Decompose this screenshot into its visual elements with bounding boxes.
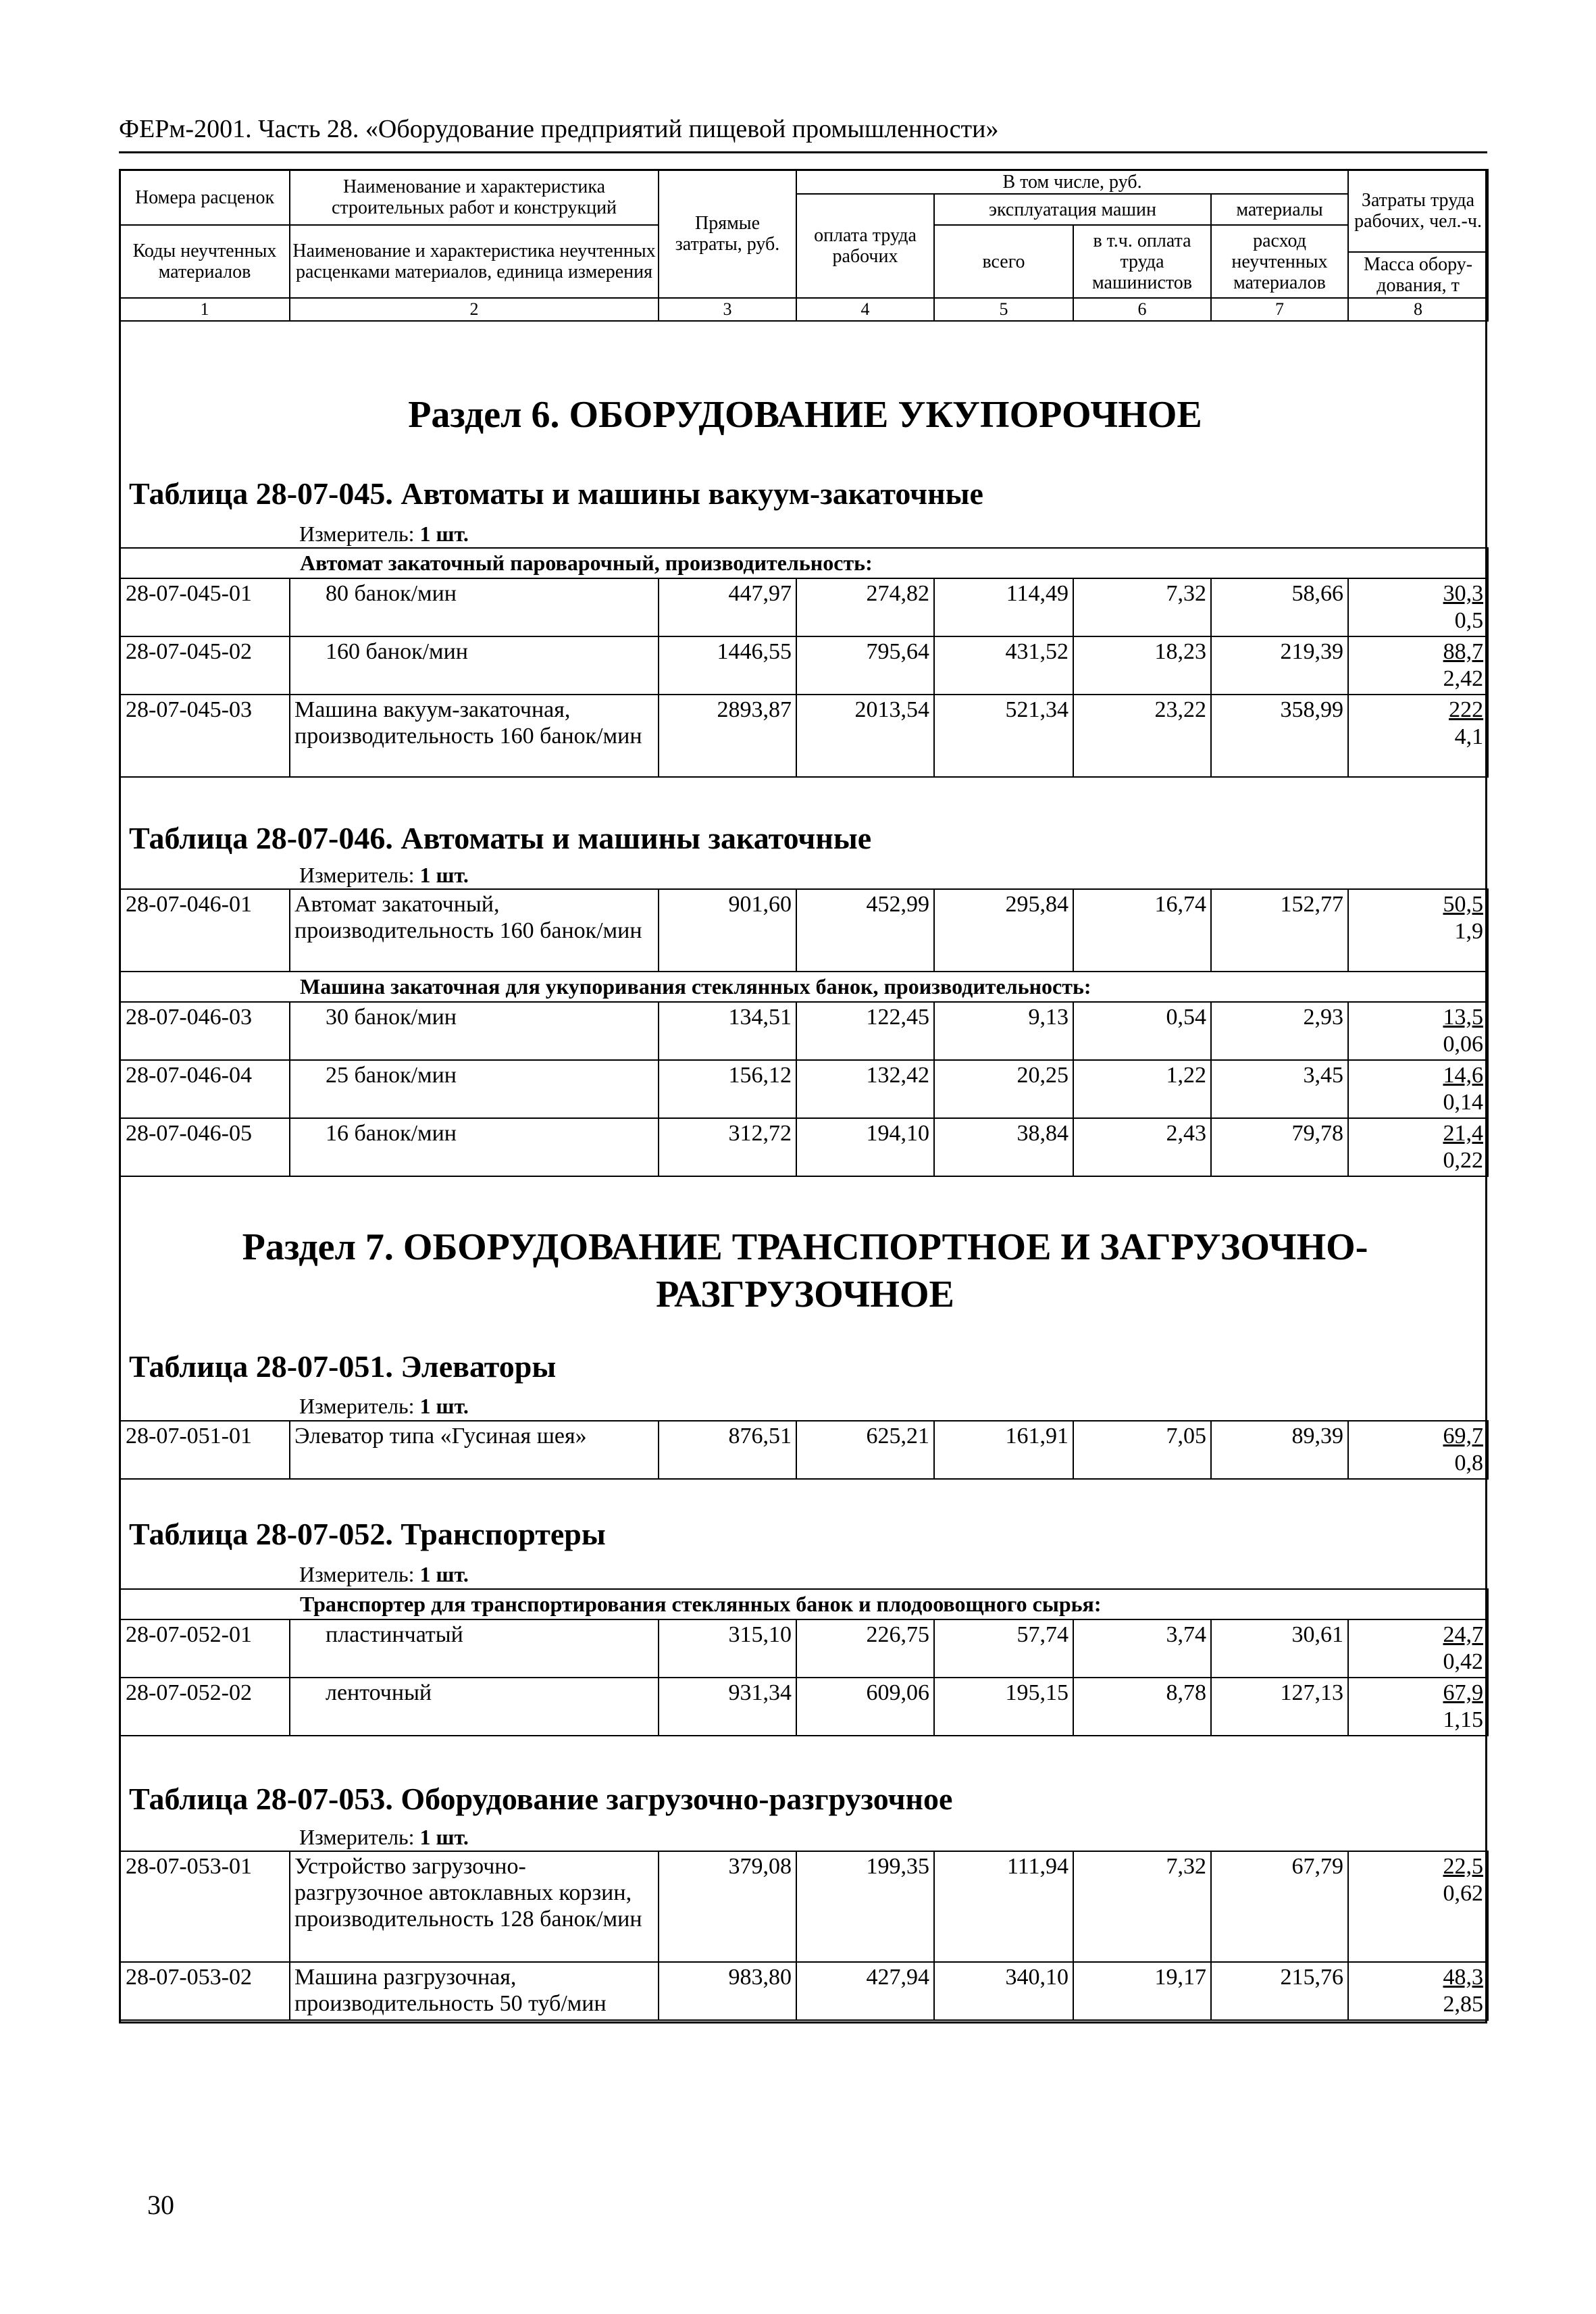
direct-costs: 379,08 [659,1851,796,1962]
labor-hours: 21,4 [1443,1121,1483,1146]
machines-total: 20,25 [934,1060,1073,1118]
labor-and-mass [1348,1962,1488,2020]
col-header-worker-pay: оплата труда рабочих [796,194,934,298]
operator-pay: 2,43 [1073,1118,1211,1176]
table-row [120,578,1488,636]
equipment-mass: 0,5 [1454,608,1484,633]
machines-total: 340,10 [934,1962,1073,2020]
table-title: Таблица 28-07-052. Транспортеры [129,1517,606,1551]
worker-pay: 194,10 [796,1118,934,1176]
worker-pay: 625,21 [796,1421,934,1479]
col-number: 4 [796,298,934,321]
table-row [120,1002,1488,1060]
col-number: 6 [1073,298,1211,321]
materials: 58,66 [1211,578,1348,636]
operator-pay: 1,22 [1073,1060,1211,1118]
materials: 30,61 [1211,1619,1348,1678]
unit-line [299,1392,469,1419]
materials: 2,93 [1211,1002,1348,1060]
direct-costs: 901,60 [659,889,796,972]
col-number: 3 [659,298,796,321]
machines-total: 9,13 [934,1002,1073,1060]
rate-code: 28-07-046-01 [120,889,290,972]
equipment-mass: 4,1 [1454,724,1484,749]
direct-costs: 447,97 [659,578,796,636]
equipment-mass: 2,85 [1443,1992,1483,2017]
labor-hours: 50,5 [1443,892,1483,917]
col-header-labor-hours: Затраты труда рабочих, чел.-ч. [1348,170,1488,252]
rate-code: 28-07-046-03 [120,1002,290,1060]
materials: 219,39 [1211,636,1348,695]
unit-line [299,1561,469,1588]
table-row [120,1619,1488,1678]
labor-and-mass [1348,1851,1488,1962]
table-title: Таблица 28-07-046. Автоматы и машины закаточные [129,821,872,855]
machines-total: 195,15 [934,1678,1073,1736]
rate-code: 28-07-053-01 [120,1851,290,1962]
worker-pay: 274,82 [796,578,934,636]
worker-pay: 427,94 [796,1962,934,2020]
labor-and-mass [1348,695,1488,777]
operator-pay: 19,17 [1073,1962,1211,2020]
equipment-mass: 0,42 [1443,1649,1484,1674]
labor-and-mass [1348,1619,1488,1678]
work-name: 160 банок/мин [290,636,659,695]
rates-table-045 [119,547,1489,778]
unit-value: 1 шт. [419,1394,469,1418]
work-name: Машина разгрузочная, производительность 50 туб/мин [290,1962,659,2020]
materials: 127,13 [1211,1678,1348,1736]
operator-pay: 18,23 [1073,636,1211,695]
worker-pay: 132,42 [796,1060,934,1118]
rates-table-053 [119,1851,1489,2021]
rate-code: 28-07-052-02 [120,1678,290,1736]
equipment-mass: 0,8 [1454,1451,1483,1476]
machines-total: 521,34 [934,695,1073,777]
operator-pay: 7,32 [1073,1851,1211,1962]
rate-code: 28-07-046-05 [120,1118,290,1176]
work-name: 80 банок/мин [290,578,659,636]
col-number: 1 [120,298,290,321]
table-row [120,889,1488,972]
labor-and-mass [1348,578,1488,636]
section-title: Раздел 7. ОБОРУДОВАНИЕ ТРАНСПОРТНОЕ И ЗАГРУЗОЧНО-РАЗГРУЗОЧНОЕ [242,1226,1368,1315]
machines-total: 111,94 [934,1851,1073,1962]
operator-pay: 0,54 [1073,1002,1211,1060]
col-header-including: В том числе, руб. [796,170,1348,194]
labor-and-mass [1348,1678,1488,1736]
labor-hours: 13,5 [1443,1005,1483,1030]
equipment-mass: 1,15 [1443,1707,1484,1732]
direct-costs: 876,51 [659,1421,796,1479]
col-header-operator-pay: в т.ч. оплата труда машинистов [1073,225,1211,298]
labor-and-mass [1348,889,1488,972]
materials: 79,78 [1211,1118,1348,1176]
direct-costs: 156,12 [659,1060,796,1118]
labor-hours: 48,3 [1443,1965,1483,1990]
machines-total: 114,49 [934,578,1073,636]
worker-pay: 609,06 [796,1678,934,1736]
rates-table-051 [119,1420,1489,1480]
col-header-material-usage: расход неучтенных материалов [1211,225,1348,298]
table-title: Таблица 28-07-053. Оборудование загрузочно-разгрузочное [129,1782,953,1816]
rate-code: 28-07-052-01 [120,1619,290,1678]
table-row [120,695,1488,777]
work-name: 25 банок/мин [290,1060,659,1118]
group-heading: Автомат закаточный пароварочный, производительность: [120,548,1488,578]
equipment-mass: 0,22 [1443,1148,1483,1173]
labor-and-mass [1348,1421,1488,1479]
col-header-work-name: Наименование и характеристика строительных работ и конструкций [290,170,659,225]
direct-costs: 983,80 [659,1962,796,2020]
work-name: пластинчатый [290,1619,659,1678]
rate-code: 28-07-051-01 [120,1421,290,1479]
table-title: Таблица 28-07-045. Автоматы и машины вакуум-закаточные [129,476,983,511]
col-number: 5 [934,298,1073,321]
unit-line [299,1823,469,1851]
unit-value: 1 шт. [419,1825,469,1849]
materials: 152,77 [1211,889,1348,972]
rate-code: 28-07-045-01 [120,578,290,636]
operator-pay: 8,78 [1073,1678,1211,1736]
col-header-rate-numbers: Номера расценок [120,170,290,225]
materials: 3,45 [1211,1060,1348,1118]
unit-line [299,861,469,888]
section-title: Раздел 6. ОБОРУДОВАНИЕ УКУПОРОЧНОЕ [408,394,1202,436]
materials: 67,79 [1211,1851,1348,1962]
group-heading: Машина закаточная для укупоривания стеклянных банок, производительность: [120,972,1488,1002]
labor-hours: 222 [1449,697,1484,722]
work-name: Автомат закаточный, производительность 160 банок/мин [290,889,659,972]
equipment-mass: 1,9 [1454,919,1483,944]
direct-costs: 315,10 [659,1619,796,1678]
direct-costs: 312,72 [659,1118,796,1176]
operator-pay: 7,05 [1073,1421,1211,1479]
table-row [120,636,1488,695]
price-table-sheet [119,169,1487,2023]
worker-pay: 122,45 [796,1002,934,1060]
machines-total: 161,91 [934,1421,1073,1479]
work-name: Устройство загрузочно-разгрузочное автоклавных корзин, производительность 128 банок/мин [290,1851,659,1962]
operator-pay: 23,22 [1073,695,1211,777]
group-heading: Транспортер для транспортирования стеклянных банок и плодоовощного сырья: [120,1589,1488,1619]
rate-code: 28-07-053-02 [120,1962,290,2020]
page-number: 30 [147,2190,174,2220]
equipment-mass: 0,06 [1443,1032,1483,1057]
table-row [120,1851,1488,1962]
operator-pay: 7,32 [1073,578,1211,636]
rate-code: 28-07-045-03 [120,695,290,777]
machines-total: 38,84 [934,1118,1073,1176]
table-row [120,1060,1488,1118]
equipment-mass: 0,62 [1443,1881,1483,1906]
unit-label: Измеритель: [299,1562,415,1586]
operator-pay: 3,74 [1073,1619,1211,1678]
worker-pay: 2013,54 [796,695,934,777]
direct-costs: 931,34 [659,1678,796,1736]
unit-value: 1 шт. [419,522,469,546]
column-header [119,169,1489,322]
col-number: 2 [290,298,659,321]
labor-and-mass [1348,1118,1488,1176]
operator-pay: 16,74 [1073,889,1211,972]
col-number: 8 [1348,298,1488,321]
col-header-equipment-mass: Масса обору-дования, т [1348,252,1488,298]
materials: 89,39 [1211,1421,1348,1479]
table-row [120,1118,1488,1176]
unit-line [299,520,469,547]
work-name: ленточный [290,1678,659,1736]
worker-pay: 795,64 [796,636,934,695]
equipment-mass: 2,42 [1443,666,1484,691]
col-header-material-codes: Коды неучтенных материалов [120,225,290,298]
labor-and-mass [1348,636,1488,695]
col-header-direct-costs: Прямые затраты, руб. [659,170,796,298]
unit-label: Измеритель: [299,522,415,546]
labor-and-mass [1348,1002,1488,1060]
table-row [120,1421,1488,1479]
table-row [120,1962,1488,2020]
unit-value: 1 шт. [419,863,469,887]
equipment-mass: 0,14 [1443,1090,1483,1115]
labor-hours: 67,9 [1443,1680,1484,1705]
work-name: Машина вакуум-закаточная, производительность 160 банок/мин [290,695,659,777]
unit-label: Измеритель: [299,863,415,887]
direct-costs: 1446,55 [659,636,796,695]
rates-table-046 [119,888,1489,1177]
machines-total: 431,52 [934,636,1073,695]
unit-label: Измеритель: [299,1394,415,1418]
rate-code: 28-07-046-04 [120,1060,290,1118]
labor-hours: 30,3 [1443,581,1484,606]
worker-pay: 199,35 [796,1851,934,1962]
col-header-machine-operation: эксплуатация машин [934,194,1211,225]
rate-code: 28-07-045-02 [120,636,290,695]
rates-table-052 [119,1588,1489,1736]
col-header-machines-total: всего [934,225,1073,298]
unit-value: 1 шт. [419,1562,469,1586]
machines-total: 295,84 [934,889,1073,972]
work-name: Элеватор типа «Гусиная шея» [290,1421,659,1479]
materials: 358,99 [1211,695,1348,777]
col-number: 7 [1211,298,1348,321]
materials: 215,76 [1211,1962,1348,2020]
work-name: 30 банок/мин [290,1002,659,1060]
machines-total: 57,74 [934,1619,1073,1678]
work-name: 16 банок/мин [290,1118,659,1176]
worker-pay: 226,75 [796,1619,934,1678]
unit-label: Измеритель: [299,1825,415,1849]
col-header-material-names: Наименование и характеристика неучтенных расценками материалов, единица измерения [290,225,659,298]
labor-hours: 69,7 [1443,1424,1483,1449]
worker-pay: 452,99 [796,889,934,972]
running-header: ФЕРм-2001. Часть 28. «Оборудование предприятий пищевой промышленности» [119,112,1487,153]
col-header-materials: материалы [1211,194,1348,225]
direct-costs: 134,51 [659,1002,796,1060]
table-row [120,1678,1488,1736]
table-title: Таблица 28-07-051. Элеваторы [129,1349,557,1384]
labor-hours: 88,7 [1443,639,1484,664]
labor-hours: 22,5 [1443,1854,1483,1879]
labor-hours: 24,7 [1443,1622,1484,1647]
labor-hours: 14,6 [1443,1063,1483,1088]
labor-and-mass [1348,1060,1488,1118]
direct-costs: 2893,87 [659,695,796,777]
